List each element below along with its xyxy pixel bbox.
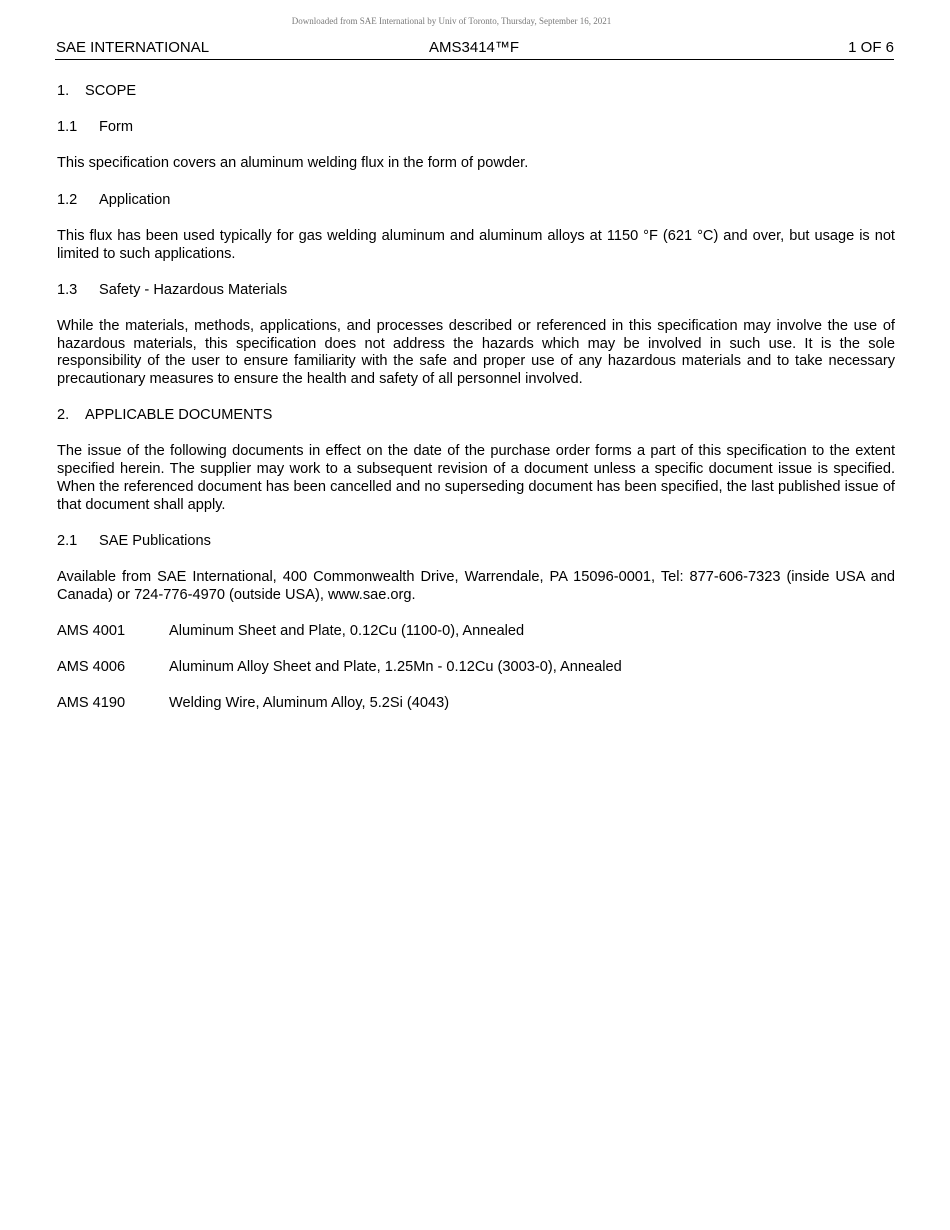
section-title: Safety - Hazardous Materials [99,281,288,298]
sae-publications-paragraph: Available from SAE International, 400 Commonwealth Drive, Warrendale, PA 15096-0001, Tel: 877-606-7323 (inside USA and Canada) or 724-776-4970 (outside USA), www.sae.org. [57,568,895,603]
section-number: 2. [57,407,70,424]
reference-code: AMS 4006 [57,659,126,676]
section-number: 1.2 [57,191,78,208]
safety-paragraph: While the materials, methods, applications, and processes described or referenced in this specification may involve the use of hazardous materials, this specification does not address the hazards which may be involved in such use. It is the sole responsibility of the user to ensure familiarity with the safe and proper use of any hazardous materials and to take necessary precautionary measures to ensure the health and safety of all personnel involved. [57,317,895,388]
reference-title: Welding Wire, Aluminum Alloy, 5.2Si (4043) [169,695,450,712]
reference-item [57,623,895,641]
reference-title: Aluminum Sheet and Plate, 0.12Cu (1100-0), Annealed [169,622,525,639]
document-body [57,83,895,731]
section-title: SAE Publications [99,532,211,549]
download-watermark: Downloaded from SAE International by Univ of Toronto, Thursday, September 16, 2021 [291,16,612,26]
reference-code: AMS 4190 [57,695,126,712]
page-number: 1 OF 6 [848,39,894,56]
publisher-name: SAE INTERNATIONAL [56,39,210,56]
section-heading-scope [57,83,895,101]
application-paragraph: This flux has been used typically for gas welding aluminum and aluminum alloys at 1150 °F (621 °C) and over, but usage is not limited to such applications. [57,227,895,262]
form-paragraph: This specification covers an aluminum welding flux in the form of powder. [57,155,529,172]
section-title: Application [99,191,171,208]
subsection-heading-safety [57,282,895,300]
page-header [55,39,894,60]
section-number: 2.1 [57,532,78,549]
section-number: 1.1 [57,119,78,136]
section-title: SCOPE [85,83,137,99]
document-number: AMS3414™F [429,39,520,56]
subsection-heading-form [57,119,895,137]
subsection-heading-sae-publications [57,533,895,551]
applicable-documents-paragraph: The issue of the following documents in effect on the date of the purchase order forms a part of this specification to the extent specified herein. The supplier may work to a subsequent revision of a document unless a specific document issue is specified. When the referenced document has been cancelled and no superseding document has been specified, the last published issue of that document shall apply. [57,443,895,513]
reference-title: Aluminum Alloy Sheet and Plate, 1.25Mn - 0.12Cu (3003-0), Annealed [169,659,622,676]
section-title: APPLICABLE DOCUMENTS [85,407,273,424]
section-number: 1.3 [57,281,78,298]
reference-code: AMS 4001 [57,622,126,639]
section-title: Form [99,119,134,136]
reference-item [57,695,895,713]
section-heading-applicable-documents [57,407,895,425]
reference-item [57,659,895,677]
subsection-heading-application [57,192,895,210]
section-number: 1. [57,83,70,99]
